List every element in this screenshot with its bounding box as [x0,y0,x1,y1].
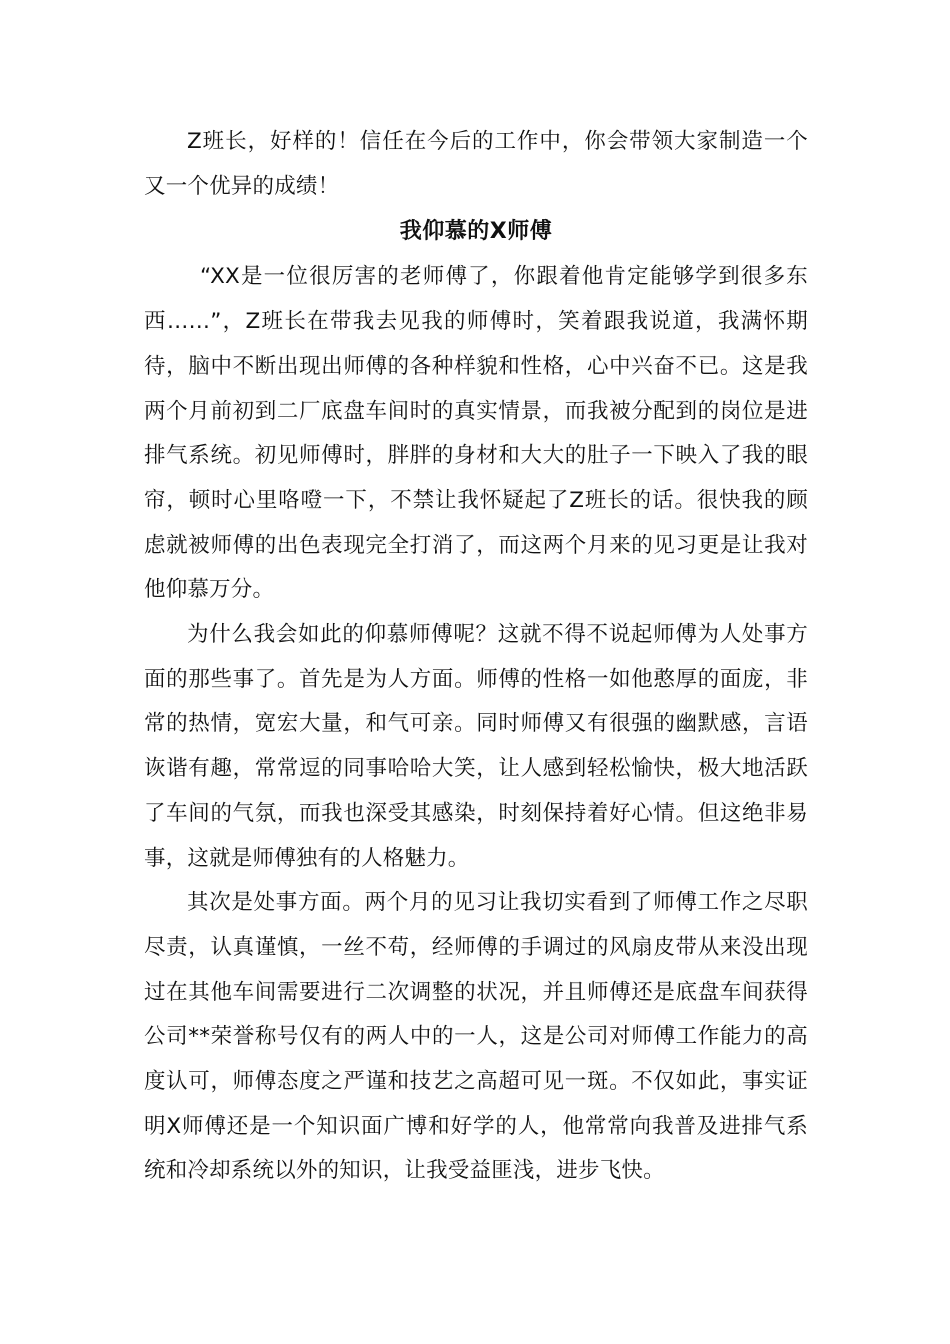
body-paragraph-2: 为什么我会如此的仰慕师傅呢？这就不得不说起师傅为人处事方面的那些事了。首先是为人方面。师傅的性格一如他憨厚的面庞，非常的热情，宽宏大量，和气可亲。同时师傅又有很强的幽默感，言语诙谐有趣，常常逗的同事哈哈大笑，让人感到轻松愉快，极大地活跃了车间的气氛，而我也深受其感染，时刻保持着好心情。但这绝非易事，这就是师傅独有的人格魅力。 [144,622,808,871]
section-title: 我仰慕的X师傅 [399,219,553,245]
body-paragraph-3: 其次是处事方面。两个月的见习让我切实看到了师傅工作之尽职尽责，认真谨慎，一丝不苟，经师傅的手调过的风扇皮带从来没出现过在其他车间需要进行二次调整的状况，并且师傅还是底盘车间获得公司**荣誉称号仅有的两人中的一人，这是公司对师傅工作能力的高度认可，师傅态度之严谨和技艺之高超可见一斑。不仅如此，事实证明X师傅还是一个知识面广博和好学的人，他常常向我普及进排气系统和冷却系统以外的知识，让我受益匪浅，进步飞快。 [144,890,808,1184]
intro-paragraph: Z班长，好样的！信任在今后的工作中，你会带领大家制造一个又一个优异的成绩！ [144,129,808,199]
body-paragraph-1: “XX是一位很厉害的老师傅了，你跟着他肯定能够学到很多东西……”，Z班长在带我去见我的师傅时，笑着跟我说道，我满怀期待，脑中不断出现出师傅的各种样貌和性格，心中兴奋不已。这是我两个月前初到二厂底盘车间时的真实情景，而我被分配到的岗位是进排气系统。初见师傅时，胖胖的身材和大大的肚子一下映入了我的眼帘，顿时心里咯噔一下，不禁让我怀疑起了Z班长的话。很快我的顾虑就被师傅的出色表现完全打消了，而这两个月来的见习更是让我对他仰慕万分。 [144,264,808,603]
document-body [144,120,808,1194]
